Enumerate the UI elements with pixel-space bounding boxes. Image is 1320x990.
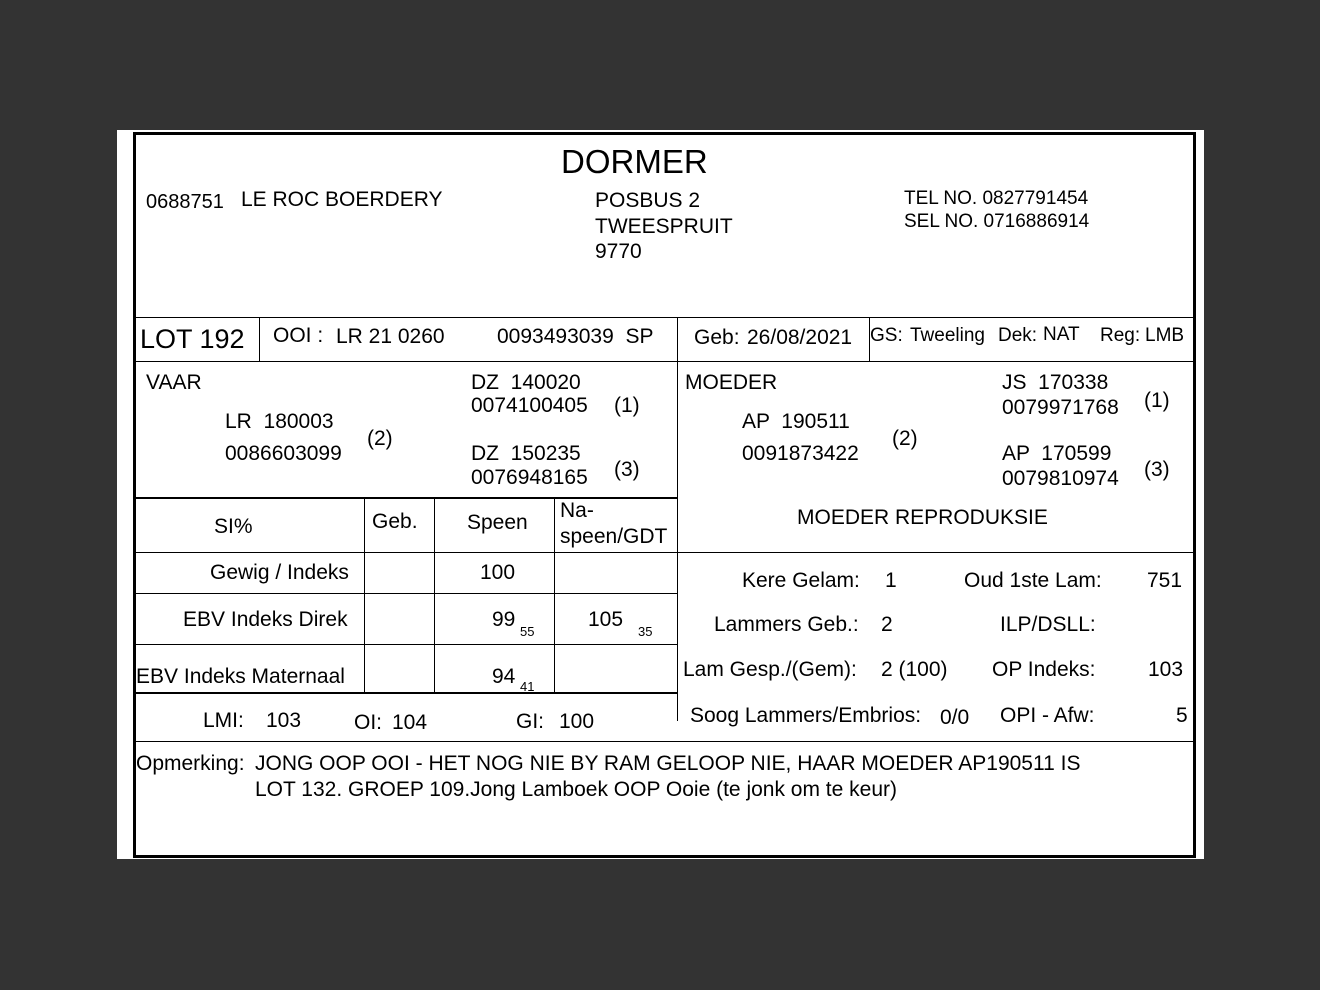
divider — [136, 552, 677, 553]
divider — [259, 317, 260, 361]
divider — [136, 593, 677, 594]
lmi-label: LMI: — [203, 709, 244, 732]
moeder-sire-number: 0079971768 — [1002, 396, 1119, 419]
divider — [136, 317, 1193, 318]
naspeen-header-line2: speen/GDT — [560, 525, 668, 548]
vaar-sire-id: DZ 140020 — [471, 371, 581, 394]
row-label-ebv-direk: EBV Indeks Direk — [183, 608, 348, 631]
dek-value: NAT — [1043, 324, 1080, 345]
oud-1ste-lam-label: Oud 1ste Lam: — [964, 569, 1102, 592]
address-line-1: POSBUS 2 — [595, 189, 701, 212]
address-line-2: TWEESPRUIT — [595, 215, 733, 238]
vaar-label: VAAR — [146, 371, 202, 394]
reg-value: LMB — [1145, 325, 1185, 346]
direk-speen-value: 99 — [492, 608, 516, 631]
row-label-gewig: Gewig / Indeks — [210, 561, 349, 584]
vaar-mark: (2) — [367, 427, 393, 450]
sel-number: SEL NO. 0716886914 — [904, 211, 1090, 232]
maternaal-speen-subscript: 41 — [520, 679, 535, 694]
gs-value: Tweeling — [910, 325, 985, 346]
lot-number: LOT 192 — [140, 324, 245, 354]
ooi-id: LR 21 0260 — [336, 325, 445, 348]
moeder-mark: (2) — [892, 427, 918, 450]
oi-value: 104 — [392, 711, 428, 734]
opi-afw-label: OPI - Afw: — [1000, 704, 1095, 727]
vaar-id: LR 180003 — [225, 410, 334, 433]
direk-naspeen-subscript: 35 — [638, 624, 653, 639]
oud-1ste-lam-value: 751 — [1147, 569, 1183, 592]
divider — [677, 361, 678, 721]
ooi-label: OOI : — [273, 324, 324, 347]
vaar-sire-number: 0074100405 — [471, 394, 588, 417]
gewig-speen-value: 100 — [480, 561, 516, 584]
divider — [677, 317, 678, 361]
divider — [554, 497, 555, 694]
remarks-line-2: LOT 132. GROEP 109.Jong Lamboek OOP Ooie (te jonk om te keur) — [255, 778, 897, 801]
maternaal-speen-value: 94 — [492, 665, 516, 688]
direk-speen-subscript: 55 — [520, 624, 535, 639]
lammers-geb-label: Lammers Geb.: — [714, 613, 859, 636]
lammers-geb-value: 2 — [881, 613, 893, 636]
reproduksie-title: MOEDER REPRODUKSIE — [797, 506, 1048, 529]
oi-label: OI: — [354, 711, 383, 734]
lam-gesp-label: Lam Gesp./(Gem): — [683, 658, 857, 681]
vaar-sire-mark: (1) — [614, 394, 640, 417]
divider — [364, 497, 365, 694]
birth-date: 26/08/2021 — [747, 326, 853, 349]
dek-label: Dek: — [998, 325, 1038, 346]
remarks-line-1: JONG OOP OOI - HET NOG NIE BY RAM GELOOP NIE, HAAR MOEDER AP190511 IS — [255, 752, 1081, 775]
moeder-dam-id: AP 170599 — [1002, 442, 1112, 465]
moeder-sire-mark: (1) — [1144, 389, 1170, 412]
lot-card — [133, 132, 1196, 858]
kere-gelam-value: 1 — [885, 569, 897, 592]
op-indeks-value: 103 — [1148, 658, 1184, 681]
gi-label: GI: — [516, 710, 545, 733]
lot-card-sheet — [117, 130, 1204, 859]
divider — [677, 552, 1193, 553]
divider — [136, 741, 1193, 742]
ooi-number: 0093493039 SP — [497, 325, 654, 348]
vaar-number: 0086603099 — [225, 442, 342, 465]
breed-title: DORMER — [561, 143, 708, 180]
divider — [136, 361, 1193, 362]
speen-header: Speen — [467, 511, 528, 534]
soog-lammers-value: 0/0 — [940, 706, 970, 729]
soog-lammers-label: Soog Lammers/Embrios: — [690, 704, 922, 727]
moeder-dam-number: 0079810974 — [1002, 467, 1119, 490]
gs-label: GS: — [870, 325, 903, 346]
gi-value: 100 — [559, 710, 595, 733]
ilp-dsll-label: ILP/DSLL: — [1000, 613, 1096, 636]
si-header: SI% — [214, 515, 253, 538]
lam-gesp-value: 2 (100) — [881, 658, 948, 681]
remarks-label: Opmerking: — [136, 752, 245, 775]
birth-date-label: Geb: — [694, 326, 740, 349]
moeder-sire-id: JS 170338 — [1002, 371, 1109, 394]
vaar-dam-mark: (3) — [614, 458, 640, 481]
tel-number: TEL NO. 0827791454 — [904, 188, 1089, 209]
row-label-ebv-maternaal: EBV Indeks Maternaal — [136, 665, 345, 688]
opi-afw-value: 5 — [1176, 704, 1188, 727]
moeder-number: 0091873422 — [742, 442, 859, 465]
vaar-dam-number: 0076948165 — [471, 466, 588, 489]
geb-header: Geb. — [372, 510, 418, 533]
owner-code: 0688751 — [146, 191, 224, 213]
moeder-id: AP 190511 — [742, 410, 850, 433]
naspeen-header-line1: Na- — [560, 499, 594, 522]
lmi-value: 103 — [266, 709, 302, 732]
direk-naspeen-value: 105 — [588, 608, 624, 631]
divider — [434, 497, 435, 694]
owner-name: LE ROC BOERDERY — [241, 188, 443, 211]
moeder-dam-mark: (3) — [1144, 458, 1170, 481]
vaar-dam-id: DZ 150235 — [471, 442, 581, 465]
op-indeks-label: OP Indeks: — [992, 658, 1096, 681]
kere-gelam-label: Kere Gelam: — [742, 569, 860, 592]
reg-label: Reg: — [1100, 325, 1141, 346]
moeder-label: MOEDER — [685, 371, 778, 394]
divider — [136, 644, 677, 645]
address-line-3: 9770 — [595, 240, 642, 263]
